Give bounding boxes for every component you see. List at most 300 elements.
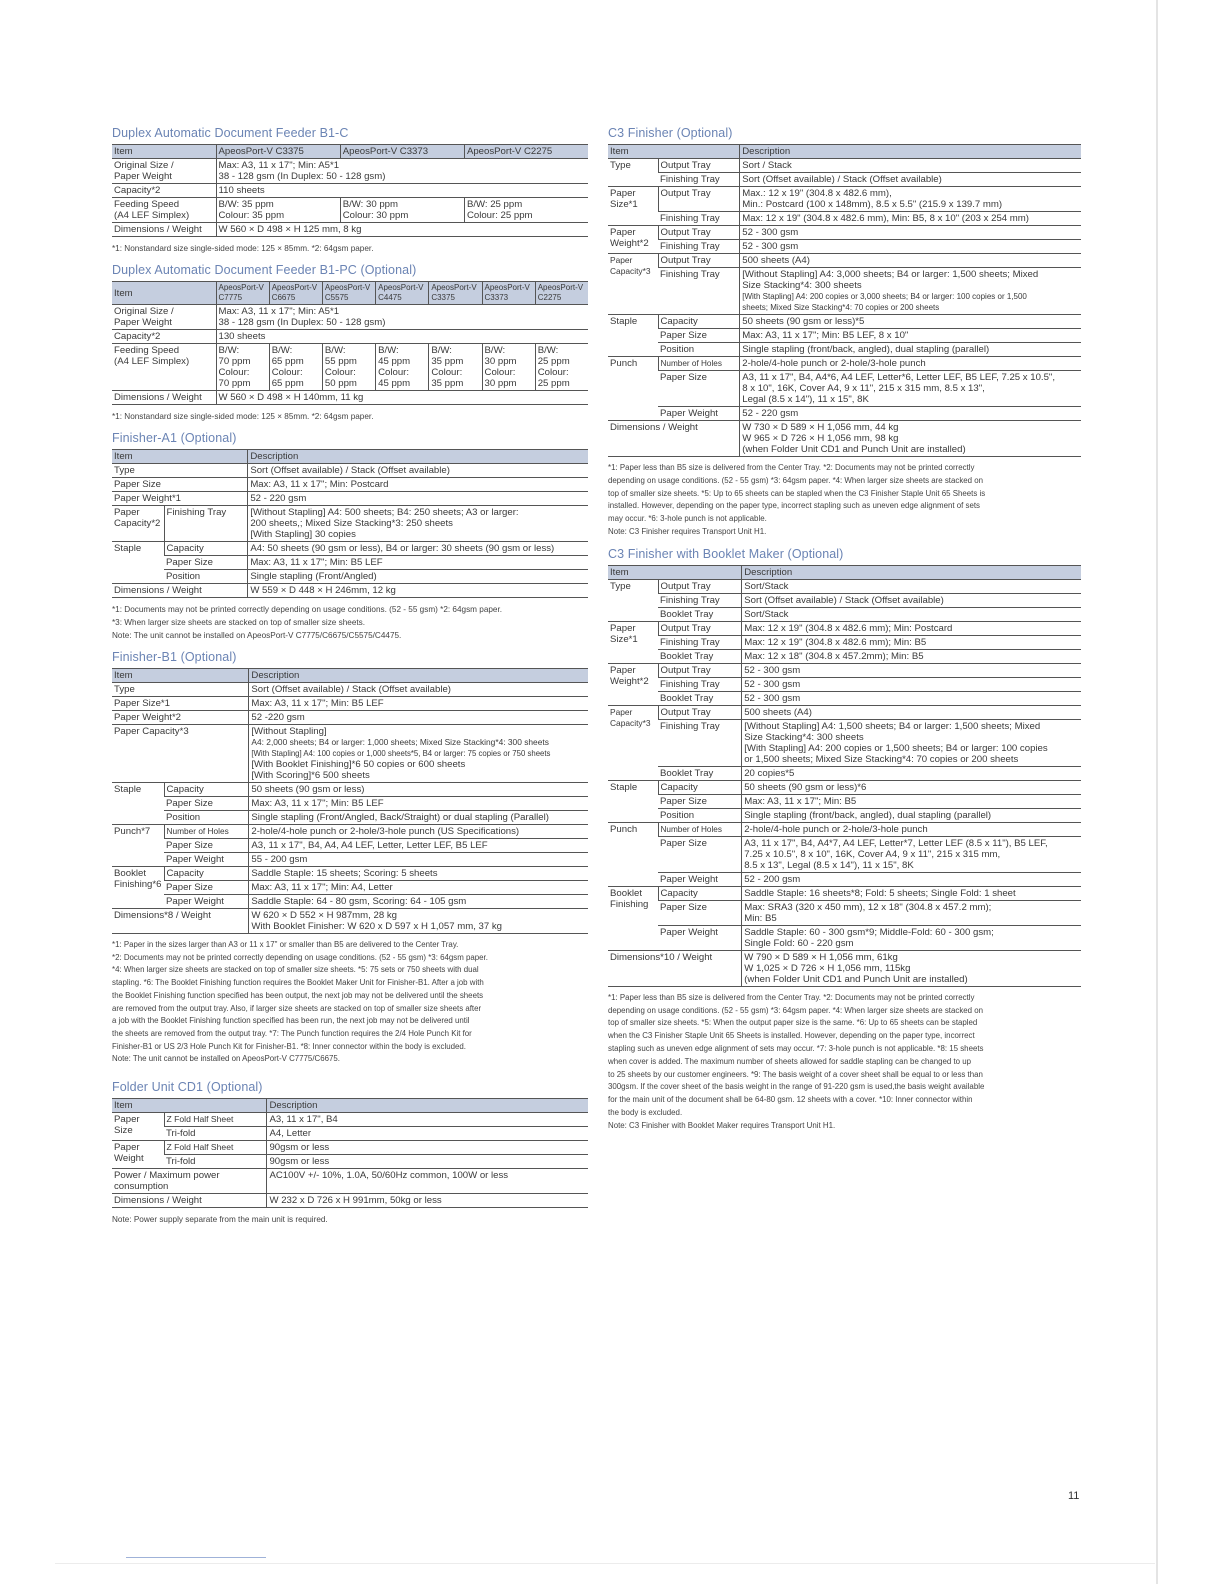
- row-label: Paper Size: [112, 478, 248, 492]
- row-value: B/W: 35 ppm Colour: 35 ppm: [429, 344, 482, 391]
- row-label: Paper Weight*2: [608, 663, 658, 705]
- row-label: Paper Weight: [112, 1141, 164, 1169]
- row-value: 2-hole/4-hole punch or 2-hole/3-hole punch (US Specifications): [249, 825, 588, 839]
- table-row: [608, 794, 1081, 808]
- header-cell: Description: [267, 1099, 588, 1113]
- row-sublabel: Number of Holes: [164, 825, 249, 839]
- row-value: Saddle Staple: 60 - 300 gsm*9; Middle-Fold: 60 - 300 gsm; Single Fold: 60 - 220 gsm: [742, 925, 1081, 950]
- table-row: [608, 315, 1081, 329]
- table-row: [112, 725, 588, 783]
- row-sublabel: Output Tray: [658, 226, 740, 240]
- table-row: [112, 159, 588, 184]
- table-row: [608, 421, 1081, 457]
- row-sublabel: Paper Size: [164, 797, 249, 811]
- row-sublabel: Z Fold Half Sheet: [164, 1141, 267, 1155]
- header-cell: ApeosPort-V C2275: [464, 145, 588, 159]
- c3-booklet-table: [608, 565, 1081, 987]
- row-sublabel: Finishing Tray: [658, 268, 740, 315]
- header-cell: Description: [740, 145, 1081, 159]
- row-label: Paper Weight*2: [112, 711, 249, 725]
- table-row: [112, 584, 588, 598]
- row-value: Single stapling (Front/Angled): [248, 570, 588, 584]
- header-cell: ApeosPort-V C3375: [429, 282, 482, 305]
- row-label: Paper Size*1: [112, 697, 249, 711]
- row-sublabel: Position: [658, 808, 742, 822]
- row-value: W 560 × D 498 × H 140mm, 11 kg: [216, 391, 588, 405]
- row-label: Feeding Speed (A4 LEF Simplex): [112, 344, 216, 391]
- table-row: [608, 240, 1081, 254]
- row-sublabel: Output Tray: [658, 621, 742, 635]
- row-value: 50 sheets (90 gsm or less): [249, 783, 588, 797]
- table-row: [608, 649, 1081, 663]
- row-label: Paper Capacity*3: [608, 254, 658, 315]
- row-value: Single stapling (Front/Angled, Back/Straight) or dual stapling (Parallel): [249, 811, 588, 825]
- table-row: [112, 391, 588, 405]
- row-label: Booklet Finishing: [608, 886, 658, 950]
- row-sublabel: Position: [164, 811, 249, 825]
- row-value: [Without Stapling] A4: 500 sheets; B4: 250 sheets; A3 or larger: 200 sheets,; Mixed Size Stacking*3: 250 sheets [With Stapling] 30 copies: [248, 506, 588, 542]
- row-value: [Without Stapling] A4: 1,500 sheets; B4 or larger: 1,500 sheets; Mixed Size Stacking*4: 300 sheets [With Stapling] A4: 200 copies or 1,500 sheets; B4 or larger: 100 copies or 1,500 sheets; Mixed Size Stacking*4: 70 copies or 200 sheets: [742, 719, 1081, 766]
- table-row: [112, 1169, 588, 1194]
- row-sublabel: Output Tray: [658, 705, 742, 719]
- table-row: [112, 839, 588, 853]
- table-row: [112, 909, 588, 934]
- row-label: Paper Size*1: [608, 187, 658, 226]
- row-value: 52 - 300 gsm: [740, 240, 1081, 254]
- table-row: [608, 226, 1081, 240]
- row-sublabel: Finishing Tray: [164, 506, 248, 542]
- row-sublabel: Paper Size: [658, 371, 740, 407]
- header-cell: Item: [112, 282, 216, 305]
- row-value: Max: A3, 11 x 17"; Min: A4, Letter: [249, 881, 588, 895]
- table-row: [112, 223, 588, 237]
- row-value: A4, Letter: [267, 1127, 588, 1141]
- row-sublabel: Capacity: [164, 867, 249, 881]
- table-row: [112, 1194, 588, 1208]
- row-label: Power / Maximum power consumption: [112, 1169, 267, 1194]
- row-value: 500 sheets (A4): [740, 254, 1081, 268]
- table-row: [112, 330, 588, 344]
- row-value: Sort/Stack: [742, 579, 1081, 593]
- finisher-b1-notes: *1: Paper in the sizes larger than A3 or 11 x 17" or smaller than B5 are delivered to the Center Tray. *2: Documents may not be printed correctly depending on usage conditions. (52 - 55 gsm) *3: 64gsm paper. *4: When larger size sheets are stacked on top of smaller size sheets. *5: 75 sets or 750 sheets with dual stapling. *6: The Booklet Finishing function requires the Booklet Maker Unit for Finisher-B1. After a job with the Booklet Finishing function specified has been output, the next job may not be delivered until the sheets are removed from the output tray. Also, if larger size sheets are stacked on top of smaller size sheets after a job with the Booklet Finishing function specified has been run, the next job may not be delivered until the sheets are removed from the output tray. *7: The Punch function requires the 2/4 Hole Punch Kit for Finisher-B1 or US 2/3 Hole Punch Kit for Finisher-B1. *8: Inner connector within the body is excluded. Note: The unit cannot be installed on ApeosPort-V C7775/C6675.: [112, 940, 488, 1064]
- row-label: Capacity*2: [112, 184, 216, 198]
- row-value: [Without Stapling] A4: 2,000 sheets; B4 or larger: 1,000 sheets; Mixed Size Stacking*4: 300 sheets [With Stapling] A4: 100 copies or 1,000 sheets*5, B4 or larger: 75 copies or 750 sheets [With Booklet Finishing]*6 50 copies or 600 sheets [With Scoring]*6 500 sheets: [249, 725, 588, 783]
- table-row: [608, 579, 1081, 593]
- row-sublabel: Position: [658, 343, 740, 357]
- header-cell: Item: [608, 565, 742, 579]
- row-sublabel: Finishing Tray: [658, 635, 742, 649]
- table-row: [112, 783, 588, 797]
- table-row: [112, 1127, 588, 1141]
- row-sublabel: Finishing Tray: [658, 212, 740, 226]
- row-value: Sort/Stack: [742, 607, 1081, 621]
- row-value: 52 - 220 gsm: [740, 407, 1081, 421]
- row-value: 50 sheets (90 gsm or less)*5: [740, 315, 1081, 329]
- row-sublabel: Tri-fold: [164, 1155, 267, 1169]
- row-sublabel: Number of Holes: [658, 822, 742, 836]
- table-row: [608, 357, 1081, 371]
- row-value: Max: 12 x 18" (304.8 x 457.2mm); Min: B5: [742, 649, 1081, 663]
- table-row: [112, 506, 588, 542]
- table-row: [112, 184, 588, 198]
- row-sublabel: Booklet Tray: [658, 607, 742, 621]
- header-cell: ApeosPort-V C6675: [269, 282, 322, 305]
- row-value: Sort (Offset available) / Stack (Offset available): [248, 464, 588, 478]
- row-sublabel: Capacity: [658, 315, 740, 329]
- table-row: [608, 371, 1081, 407]
- row-value: B/W: 55 ppm Colour: 50 ppm: [322, 344, 375, 391]
- folder-cd1-table: [112, 1098, 588, 1208]
- row-label: Punch*7: [112, 825, 164, 867]
- row-sublabel: Booklet Tray: [658, 649, 742, 663]
- row-value: Saddle Staple: 16 sheets*8; Fold: 5 sheets; Single Fold: 1 sheet: [742, 886, 1081, 900]
- table-row: [112, 198, 588, 223]
- table-row: [608, 872, 1081, 886]
- row-sublabel: Capacity: [164, 542, 248, 556]
- table-row: [608, 635, 1081, 649]
- row-value: [Without Stapling] A4: 3,000 sheets; B4 or larger: 1,500 sheets; Mixed Size Stacking*4: 300 sheets [With Stapling] A4: 200 copies or 3,000 sheets; B4 or larger: 100 copies or 1,500 sheets; Mixed Size Stacking*4: 70 copies or 200 sheets: [740, 268, 1081, 315]
- row-value: A3, 11 x 17", B4, A4, A4 LEF, Letter, Letter LEF, B5 LEF: [249, 839, 588, 853]
- header-cell: Item: [112, 145, 216, 159]
- row-label: Paper Weight*1: [112, 492, 248, 506]
- row-label: Paper Capacity*3: [608, 705, 658, 780]
- table-row: [608, 212, 1081, 226]
- row-value: Max: A3, 11 x 17"; Min: A5*1 38 - 128 gsm (In Duplex: 50 - 128 gsm): [216, 305, 588, 330]
- row-value: W 730 × D 589 × H 1,056 mm, 44 kg W 965 × D 726 × H 1,056 mm, 98 kg (when Folder Unit CD1 and Punch Unit are installed): [740, 421, 1081, 457]
- row-label: Paper Size: [112, 1113, 164, 1141]
- row-value: Max: 12 x 19" (304.8 x 482.6 mm); Min: B5: [742, 635, 1081, 649]
- table-header-row: [608, 145, 1081, 159]
- table-row: [608, 663, 1081, 677]
- table-row: [112, 867, 588, 881]
- row-sublabel: Paper Size: [658, 329, 740, 343]
- table-row: [608, 900, 1081, 925]
- row-value: AC100V +/- 10%, 1.0A, 50/60Hz common, 100W or less: [267, 1169, 588, 1194]
- row-label: Dimensions*8 / Weight: [112, 909, 249, 934]
- row-sublabel: Paper Weight: [658, 872, 742, 886]
- left-column: [112, 118, 588, 1232]
- row-label: Dimensions*10 / Weight: [608, 950, 742, 986]
- row-sublabel: Paper Weight: [658, 925, 742, 950]
- row-value: B/W: 25 ppm Colour: 25 ppm: [464, 198, 588, 223]
- row-sublabel: Paper Size: [164, 556, 248, 570]
- header-cell: Description: [742, 565, 1081, 579]
- row-value: Max: A3, 11 x 17"; Min: B5: [742, 794, 1081, 808]
- table-row: [112, 697, 588, 711]
- row-value: B/W: 25 ppm Colour: 25 ppm: [535, 344, 588, 391]
- table-row: [608, 886, 1081, 900]
- row-value: Sort (Offset available) / Stack (Offset available): [740, 173, 1081, 187]
- row-sublabel: Output Tray: [658, 663, 742, 677]
- row-sublabel: Paper Weight: [658, 407, 740, 421]
- table-row: [112, 464, 588, 478]
- row-label: Punch: [608, 357, 658, 421]
- folder-cd1-note: Note: Power supply separate from the main unit is required.: [112, 1215, 328, 1225]
- row-sublabel: Finishing Tray: [658, 677, 742, 691]
- table-header-row: [112, 1099, 588, 1113]
- row-value: Max: A3, 11 x 17"; Min: Postcard: [248, 478, 588, 492]
- row-value: 55 - 200 gsm: [249, 853, 588, 867]
- table-row: [112, 797, 588, 811]
- table-header-row: [112, 450, 588, 464]
- row-label: Paper Capacity*2: [112, 506, 164, 542]
- table-row: [112, 305, 588, 330]
- row-label: Punch: [608, 822, 658, 886]
- table-row: [608, 407, 1081, 421]
- table-row: [608, 719, 1081, 766]
- row-value: Single stapling (front/back, angled), dual stapling (parallel): [740, 343, 1081, 357]
- table-row: [112, 881, 588, 895]
- finisher-a1-notes: *1: Documents may not be printed correctly depending on usage conditions. (52 - 55 gsm) *2: 64gsm paper. *3: When larger size sheets are stacked on top of smaller size sheets. Note: The unit cannot be installed on ApeosPort-V C7775/C6675/C5575/C4475.: [112, 605, 503, 640]
- row-sublabel: Paper Size: [658, 794, 742, 808]
- dadf-b1pc-table: [112, 281, 588, 405]
- row-label: Type: [608, 579, 658, 621]
- header-cell: Description: [248, 450, 588, 464]
- finisher-b1-table: [112, 668, 588, 934]
- row-value: W 620 × D 552 × H 987mm, 28 kg With Booklet Finisher: W 620 x D 597 x H 1,057 mm, 37 kg: [249, 909, 588, 934]
- row-value: 52 - 300 gsm: [742, 691, 1081, 705]
- header-cell: ApeosPort-V C5575: [322, 282, 375, 305]
- table-row: [112, 1141, 588, 1155]
- row-value: Max: A3, 11 x 17"; Min: B5 LEF: [248, 556, 588, 570]
- header-cell: ApeosPort-V C3373: [340, 145, 464, 159]
- table-row: [112, 570, 588, 584]
- row-value: 130 sheets: [216, 330, 588, 344]
- row-value: 2-hole/4-hole punch or 2-hole/3-hole punch: [742, 822, 1081, 836]
- header-cell: ApeosPort-V C3375: [216, 145, 340, 159]
- page-edge: [1156, 0, 1158, 1584]
- table-row: [112, 683, 588, 697]
- table-row: [112, 811, 588, 825]
- row-sublabel: Paper Size: [658, 836, 742, 872]
- row-value: B/W: 45 ppm Colour: 45 ppm: [376, 344, 429, 391]
- row-label: Feeding Speed (A4 LEF Simplex): [112, 198, 216, 223]
- table-row: [112, 1155, 588, 1169]
- row-label: Staple: [608, 315, 658, 357]
- row-value: 500 sheets (A4): [742, 705, 1081, 719]
- row-value: Saddle Staple: 64 - 80 gsm, Scoring: 64 - 105 gsm: [249, 895, 588, 909]
- row-value: 52 -220 gsm: [249, 711, 588, 725]
- row-value: B/W: 35 ppm Colour: 35 ppm: [216, 198, 340, 223]
- folder-cd1-title: Folder Unit CD1 (Optional): [112, 1080, 263, 1095]
- table-row: [608, 766, 1081, 780]
- table-row: [608, 925, 1081, 950]
- dadf-b1c-note: *1: Nonstandard size single-sided mode: 125 × 85mm. *2: 64gsm paper.: [112, 244, 374, 253]
- row-sublabel: Paper Weight: [164, 895, 249, 909]
- table-row: [608, 780, 1081, 794]
- table-row: [608, 343, 1081, 357]
- row-value: B/W: 70 ppm Colour: 70 ppm: [216, 344, 269, 391]
- row-label: Dimensions / Weight: [112, 1194, 267, 1208]
- table-row: [112, 556, 588, 570]
- table-row: [608, 268, 1081, 315]
- row-value: Max: A3, 11 x 17"; Min: A5*1 38 - 128 gsm (In Duplex: 50 - 128 gsm): [216, 159, 588, 184]
- row-label: Dimensions / Weight: [112, 391, 216, 405]
- row-value: Max: SRA3 (320 x 450 mm), 12 x 18" (304.8 x 457.2 mm); Min: B5: [742, 900, 1081, 925]
- row-value: B/W: 30 ppm Colour: 30 ppm: [340, 198, 464, 223]
- table-row: [112, 825, 588, 839]
- table-row: [608, 677, 1081, 691]
- row-sublabel: Paper Size: [164, 881, 249, 895]
- row-sublabel: Paper Size: [658, 900, 742, 925]
- table-row: [112, 711, 588, 725]
- row-label: Staple: [112, 542, 164, 584]
- row-label: Type: [112, 464, 248, 478]
- finisher-a1-title: Finisher-A1 (Optional): [112, 431, 237, 445]
- row-label: Dimensions / Weight: [112, 223, 216, 237]
- row-sublabel: Finishing Tray: [658, 240, 740, 254]
- c3-finisher-table: [608, 144, 1081, 457]
- table-row: [608, 822, 1081, 836]
- row-sublabel: Capacity: [164, 783, 249, 797]
- row-value: 52 - 220 gsm: [248, 492, 588, 506]
- table-row: [608, 691, 1081, 705]
- table-header-row: [112, 282, 588, 305]
- c3-booklet-notes: *1: Paper less than B5 size is delivered from the Center Tray. *2: Documents may not be printed correctly depending on usage conditions. (52 - 55 gsm) *3: 64gsm paper. *4: When larger size sheets are stacked on top of smaller size sheets. *5: When the output paper size is the same. *6: Up to 65 sheets can be stapled when the C3 Finisher Staple Unit 65 Sheets is installed. However, depending on the paper type, incorrect stapling such as uneven edge alignment of sets may occur. *7: 3-hole punch is not applicable. *8: 15 sheets when cover is added. The maximum number of sheets allowed for saddle stapling can be changed to up to 25 sheets by our customer engineers. *9: The basis weight of a cover sheet shall be equal to or less than 300gsm. If the cover sheet of the basis weight in the range of 91-220 gsm is used,the basis weight available for the main unit of the document shall be 64-80 gsm. 12 sheets with a cover. *10: Inner connector within the body is excluded. Note: C3 Finisher with Booklet Maker requires Transport Unit H1.: [608, 992, 985, 1130]
- row-label: Booklet Finishing*6: [112, 867, 164, 909]
- row-value: Sort / Stack: [740, 159, 1081, 173]
- row-value: 110 sheets: [216, 184, 588, 198]
- header-cell: ApeosPort-V C3373: [482, 282, 535, 305]
- row-value: Saddle Staple: 15 sheets; Scoring: 5 sheets: [249, 867, 588, 881]
- row-value: A3, 11 x 17", B4, A4*7, A4 LEF, Letter*7, Letter LEF (8.5 x 11"), B5 LEF, 7.25 x 10.5", 8 x 10", 16K, Cover A4, 9 x 11", 215 x 315 mm, 8.5 x 13", Legal (8.5 x 14"), 11 x 15", 8K: [742, 836, 1081, 872]
- row-sublabel: Number of Holes: [658, 357, 740, 371]
- row-sublabel: Finishing Tray: [658, 173, 740, 187]
- table-row: [608, 159, 1081, 173]
- c3-finisher-title: C3 Finisher (Optional): [608, 126, 733, 140]
- table-row: [608, 173, 1081, 187]
- row-sublabel: Paper Weight: [164, 853, 249, 867]
- row-value: Single stapling (front/back, angled), dual stapling (parallel): [742, 808, 1081, 822]
- row-value: W 790 × D 589 × H 1,056 mm, 61kg W 1,025 × D 726 × H 1,056 mm, 115kg (when Folder Unit CD1 and Punch Unit are installed): [742, 950, 1081, 986]
- row-value: 90gsm or less: [267, 1141, 588, 1155]
- row-value: W 560 × D 498 × H 125 mm, 8 kg: [216, 223, 588, 237]
- row-value: B/W: 65 ppm Colour: 65 ppm: [269, 344, 322, 391]
- row-value: 52 - 300 gsm: [742, 663, 1081, 677]
- row-value: A4: 50 sheets (90 gsm or less), B4 or larger: 30 sheets (90 gsm or less): [248, 542, 588, 556]
- header-cell: Description: [249, 669, 588, 683]
- row-value: 52 - 300 gsm: [742, 677, 1081, 691]
- row-label: Original Size / Paper Weight: [112, 159, 216, 184]
- row-sublabel: Finishing Tray: [658, 593, 742, 607]
- row-sublabel: Z Fold Half Sheet: [164, 1113, 267, 1127]
- table-row: [112, 895, 588, 909]
- table-header-row: [112, 669, 588, 683]
- table-row: [112, 542, 588, 556]
- table-row: [608, 950, 1081, 986]
- row-value: W 232 x D 726 x H 991mm, 50kg or less: [267, 1194, 588, 1208]
- row-label: Dimensions / Weight: [608, 421, 740, 457]
- table-header-row: [608, 565, 1081, 579]
- row-value: A3, 11 x 17", B4: [267, 1113, 588, 1127]
- row-value: Sort (Offset available) / Stack (Offset available): [742, 593, 1081, 607]
- row-sublabel: Capacity: [658, 780, 742, 794]
- table-row: [112, 1113, 588, 1127]
- row-sublabel: Booklet Tray: [658, 691, 742, 705]
- row-value: 20 copies*5: [742, 766, 1081, 780]
- row-sublabel: Paper Size: [164, 839, 249, 853]
- page-bottom-accent: [126, 1557, 266, 1558]
- row-sublabel: Tri-fold: [164, 1127, 267, 1141]
- row-sublabel: Output Tray: [658, 159, 740, 173]
- c3-finisher-notes: *1: Paper less than B5 size is delivered from the Center Tray. *2: Documents may not be printed correctly depending on usage conditions. (52 - 55 gsm) *3: 64gsm paper. *4: When larger size sheets are stacked on top of smaller size sheets. *5: Up to 65 sheets can be stapled when the C3 Finisher Staple Unit 65 Sheets is installed. However, depending on the paper type, incorrect stapling such as uneven edge alignment of sets may occur. *6: 3-hole punch is not applicable. Note: C3 Finisher requires Transport Unit H1.: [608, 463, 986, 536]
- table-row: [608, 705, 1081, 719]
- row-label: Paper Weight*2: [608, 226, 658, 254]
- table-row: [112, 492, 588, 506]
- header-cell: Item: [112, 1099, 267, 1113]
- table-row: [608, 607, 1081, 621]
- row-label: Staple: [112, 783, 164, 825]
- row-value: 90gsm or less: [267, 1155, 588, 1169]
- table-header-row: [112, 145, 588, 159]
- row-value: Max: 12 x 19" (304.8 x 482.6 mm), Min: B5, 8 x 10" (203 x 254 mm): [740, 212, 1081, 226]
- row-label: Capacity*2: [112, 330, 216, 344]
- row-sublabel: Booklet Tray: [658, 766, 742, 780]
- row-value: 50 sheets (90 gsm or less)*6: [742, 780, 1081, 794]
- header-cell: Item: [112, 450, 248, 464]
- row-value: Max.: 12 x 19" (304.8 x 482.6 mm), Min.: Postcard (100 x 148mm), 8.5 x 5.5" (215.9 x 139.7 mm): [740, 187, 1081, 212]
- dadf-b1c-title: Duplex Automatic Document Feeder B1-C: [112, 126, 349, 140]
- dadf-b1c-table: [112, 144, 588, 237]
- right-column: [608, 118, 1081, 1139]
- table-row: [608, 254, 1081, 268]
- table-row: [112, 853, 588, 867]
- header-cell: Item: [608, 145, 740, 159]
- row-value: Max: A3, 11 x 17"; Min: B5 LEF: [249, 797, 588, 811]
- row-value: B/W: 30 ppm Colour: 30 ppm: [482, 344, 535, 391]
- page-number: 11: [1068, 1490, 1080, 1502]
- table-row: [608, 621, 1081, 635]
- row-sublabel: Output Tray: [658, 254, 740, 268]
- row-label: Staple: [608, 780, 658, 822]
- dadf-b1pc-note: *1: Nonstandard size single-sided mode: 125 × 85mm. *2: 64gsm paper.: [112, 412, 374, 421]
- c3-booklet-title: C3 Finisher with Booklet Maker (Optional): [608, 546, 844, 561]
- row-value: A3, 11 x 17", B4, A4*6, A4 LEF, Letter*6, Letter LEF, B5 LEF, 7.25 x 10.5", 8 x 10", 16K, Cover A4, 9 x 11", 215 x 315 mm, 8.5 x 13", Legal (8.5 x 14"), 11 x 15", 8K: [740, 371, 1081, 407]
- row-value: 2-hole/4-hole punch or 2-hole/3-hole punch: [740, 357, 1081, 371]
- row-value: 52 - 300 gsm: [740, 226, 1081, 240]
- row-label: Type: [608, 159, 658, 187]
- row-value: W 559 × D 448 × H 246mm, 12 kg: [248, 584, 588, 598]
- dadf-b1pc-title: Duplex Automatic Document Feeder B1-PC (Optional): [112, 263, 417, 277]
- table-row: [608, 808, 1081, 822]
- row-sublabel: Output Tray: [658, 187, 740, 212]
- row-sublabel: Position: [164, 570, 248, 584]
- page-bottom-rule: [55, 1563, 1155, 1564]
- finisher-a1-table: [112, 449, 588, 598]
- row-value: Max: 12 x 19" (304.8 x 482.6 mm); Min: Postcard: [742, 621, 1081, 635]
- row-value: Max: A3, 11 x 17"; Min: B5 LEF, 8 x 10": [740, 329, 1081, 343]
- row-label: Original Size / Paper Weight: [112, 305, 216, 330]
- table-row: [608, 593, 1081, 607]
- row-sublabel: Capacity: [658, 886, 742, 900]
- row-value: Max: A3, 11 x 17"; Min: B5 LEF: [249, 697, 588, 711]
- header-cell: ApeosPort-V C4475: [376, 282, 429, 305]
- table-row: [608, 329, 1081, 343]
- row-value: Sort (Offset available) / Stack (Offset available): [249, 683, 588, 697]
- row-label: Paper Size*1: [608, 621, 658, 663]
- row-value: 52 - 200 gsm: [742, 872, 1081, 886]
- row-sublabel: Finishing Tray: [658, 719, 742, 766]
- row-label: Type: [112, 683, 249, 697]
- table-row: [112, 478, 588, 492]
- finisher-b1-title: Finisher-B1 (Optional): [112, 650, 237, 664]
- row-sublabel: Output Tray: [658, 579, 742, 593]
- table-row: [112, 344, 588, 391]
- header-cell: Item: [112, 669, 249, 683]
- header-cell: ApeosPort-V C7775: [216, 282, 269, 305]
- row-label: Paper Capacity*3: [112, 725, 249, 783]
- table-row: [608, 187, 1081, 212]
